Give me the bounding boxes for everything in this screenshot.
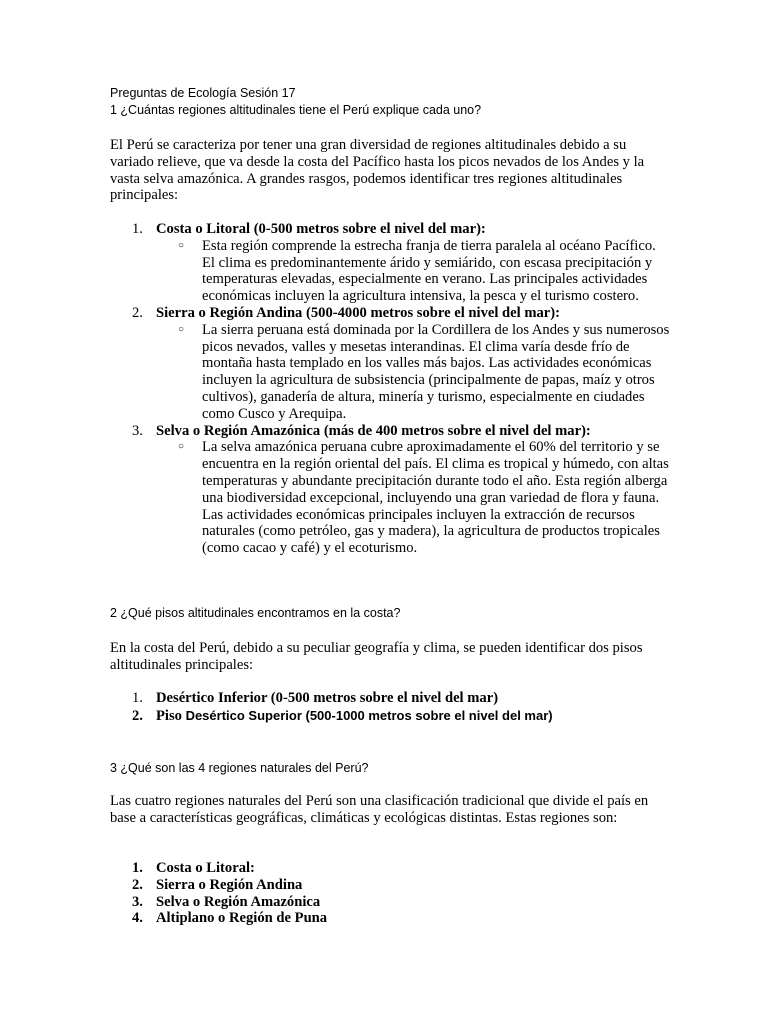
list-item-title: Sierra o Región Andina [156,876,303,893]
list-number: 3. [132,422,143,439]
list-number: 1. [132,221,143,237]
list-item-title: Selva o Región Amazónica (más de 400 metros sobre el nivel del mar): [156,422,591,439]
list-item-title: Selva o Región Amazónica [156,893,321,910]
list-item-title: Altiplano o Región de Puna [156,910,328,927]
sub-list-item [110,439,670,557]
sub-list-text: Esta región comprende la estrecha franja de tierra paralela al océano Pacífico. El clima es predominantemente árido y semiárido, con escasa precipitación y temperaturas elevadas, especialmente en verano. Las principales actividades económicas incluyen la agricultura intensiva, la pesca y el turismo costero. [202,237,656,305]
sub-list-text: La sierra peruana está dominada por la Cordillera de los Andes y sus numerosos picos nevados, valles y mesetas interandinas. El clima varía desde frío de montaña hasta templado en los valles más bajos. Las actividades económicas incluyen la agricultura de subsistencia (principalmente de papas, maíz y otros cultivos), ganadería de altura, minería y turismo, especialmente en ciudades como Cusco y Arequipa. [202,321,670,422]
list-item-title: Costa o Litoral: [156,860,255,876]
sub-list-item [110,322,670,423]
question-2: 2 ¿Qué pisos altitudinales encontramos en la costa? [110,606,401,620]
list-number: 2. [132,876,143,893]
list-number: 2. [132,304,143,321]
answer-1-intro: El Perú se caracteriza por tener una gran diversidad de regiones altitudinales debido a su variado relieve, que va desde la costa del Pacífico hasta los picos nevados de los Andes y la vasta selva amazónica. A grandes rasgos, podemos identificar tres regiones altitudinales principales: [110,137,645,204]
list-number: 1. [132,860,143,876]
list-item [110,305,670,322]
bullet-icon: ○ [178,323,185,335]
question-3: 3 ¿Qué son las 4 regiones naturales del Perú? [110,761,369,775]
list-item [110,423,670,440]
list-item-title: Costa o Litoral (0-500 metros sobre el nivel del mar): [156,221,486,237]
answer-1-list [110,221,670,557]
sub-list-text: La selva amazónica peruana cubre aproximadamente el 60% del territorio y se encuentra en la región oriental del país. El clima es tropical y húmedo, con altas temperaturas y abundante precipitación durante todo el año. Esta región alberga una biodiversidad excepcional, incluyendo una gran variedad de flora y fauna. Las actividades económicas principales incluyen la extracción de recursos naturales (como petróleo, gas y madera), la agricultura de productos tropicales (como cacao y café) y el ecoturismo. [202,439,669,557]
list-item-title: Sierra o Región Andina (500-4000 metros sobre el nivel del mar): [156,304,560,321]
bullet-icon: ○ [178,239,185,251]
document-title: Preguntas de Ecología Sesión 17 [110,86,296,100]
answer-2-intro: En la costa del Perú, debido a su peculiar geografía y clima, se pueden identificar dos pisos altitudinales principales: [110,640,643,673]
list-item-title: Desértico Inferior (0-500 metros sobre el nivel del mar) [156,690,499,706]
list-number: 2. [132,707,143,724]
list-number: 1. [132,690,143,706]
answer-2-list [110,690,670,725]
question-1: 1 ¿Cuántas regiones altitudinales tiene el Perú explique cada uno? [110,103,482,117]
sub-list-item [110,238,670,305]
list-item-title: Piso [156,707,182,724]
list-item [110,860,670,877]
answer-3-intro: Las cuatro regiones naturales del Perú son una clasificación tradicional que divide el país en base a características geográficas, climáticas y ecológicas distintas. Estas regiones son: [110,793,649,826]
list-item-title-continued: Desértico Superior (500-1000 metros sobre el nivel del mar) [181,707,553,723]
bullet-icon: ○ [178,441,185,453]
list-number: 3. [132,893,143,910]
answer-3-list [110,860,670,927]
list-item [110,708,670,725]
list-item [110,221,670,238]
list-item [110,690,670,707]
list-item [110,910,670,927]
list-item [110,894,670,911]
list-number: 4. [132,910,143,927]
list-item [110,877,670,894]
